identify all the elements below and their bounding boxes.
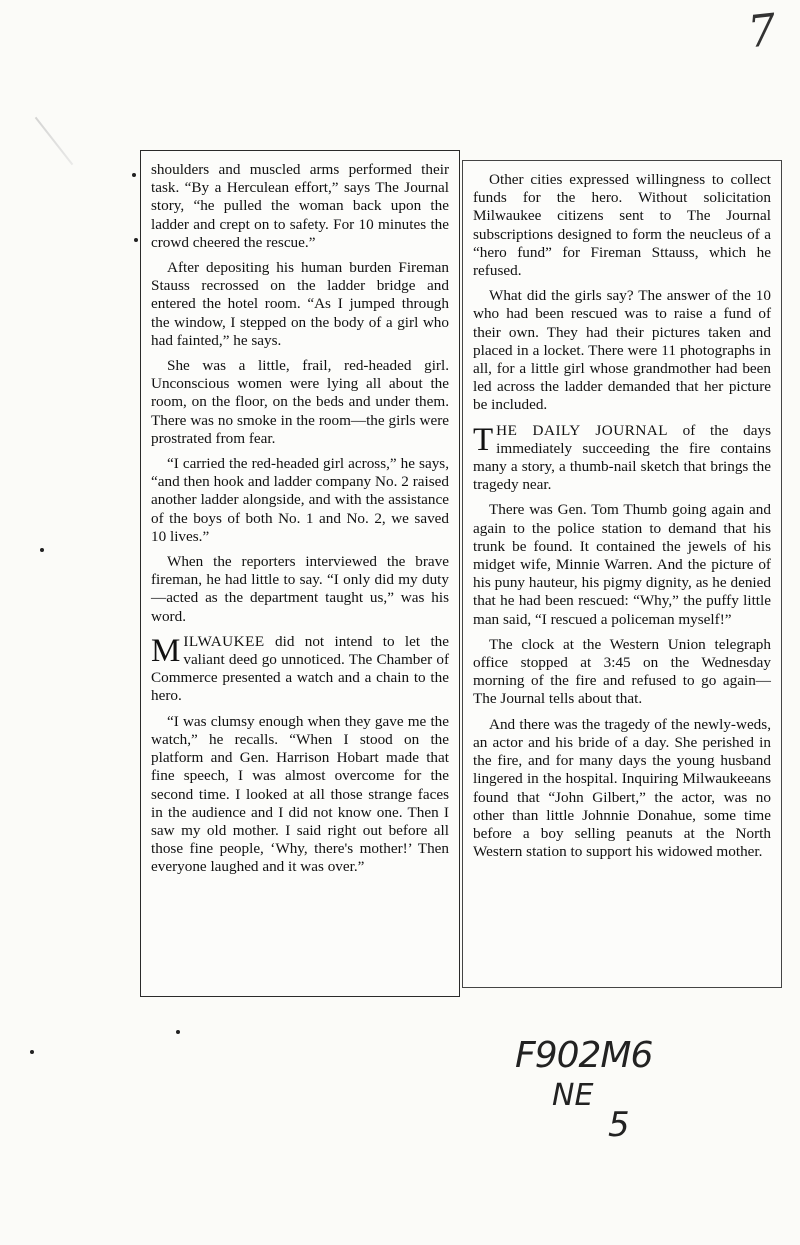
clipping-left-column: [140, 150, 460, 997]
margin-mark: [134, 238, 138, 242]
clipping-right-column: [462, 160, 782, 988]
handwritten-number: 5: [608, 1105, 630, 1145]
paragraph: shoulders and muscled arms performed their task. “By a Herculean effort,” says The Journal story, “he pulled the woman back upon the ladder and crept on to safety. For 10 minutes the crowd cheered the rescue.”: [151, 161, 449, 251]
paragraph-text: of the days immediately succeeding the fire contains many a story, a thumb-nail sketch that brings the tragedy near.: [473, 421, 772, 494]
paragraph: “I carried the red-headed girl across,” he says, “and then hook and ladder company No. 2 raised another ladder alongside, and with the assistance of the boys of both No. 1 and No. 2, we saved 10 lives.”: [151, 455, 449, 545]
handwritten-catalog-code: F902M6: [515, 1035, 653, 1076]
margin-mark: [40, 548, 44, 552]
paper-scratch: [35, 117, 74, 166]
section-lead-paragraph: [151, 633, 449, 706]
handwritten-ne-note: NE: [552, 1078, 594, 1113]
section-lead-paragraph: [473, 422, 771, 495]
drop-cap: T: [473, 421, 494, 458]
paragraph: Other cities expressed willingness to collect funds for the hero. Without solicitation Milwaukee citizens sent to The Journal subscriptions designed to form the neucleus of a “hero fund” for Fireman Sttauss, which he refused.: [473, 171, 771, 280]
paragraph: The clock at the Western Union telegraph office stopped at 3:45 on the Wednesday morning of the fire and refused to go again—The Journal tells about that.: [473, 635, 771, 708]
paragraph: And there was the tragedy of the newly-weds, an actor and his bride of a day. She perished in the fire, and for many days the young husband lingered in the hospital. Inquiring Milwaukeeans found that “John Gilbert,” the actor, was no other than little Johnnie Donahue, some time before a boy selling peanuts at the North Western station to support his widowed mother.: [473, 715, 771, 861]
paragraph: What did the girls say? The answer of the 10 who had been rescued was to raise a fund of their own. They had their pictures taken and placed in a locket. There were 11 photographs in all, for a little girl whose grandmother had been led across the ladder demanded that her picture be included.: [473, 287, 771, 414]
paragraph: “I was clumsy enough when they gave me the watch,” he recalls. “When I stood on the platform and Gen. Harrison Hobart made that fine speech, I was almost overcome for the second time. I looked at all those strange faces in the audience and I did not know one. Then I saw my old mother. I said right out before all those fine people, ‘Why, there's mother!’ Then everyone laughed and it was over.”: [151, 712, 449, 876]
page-number: 7: [745, 4, 779, 59]
margin-mark: [132, 173, 136, 177]
paragraph: When the reporters interviewed the brave fireman, he had little to say. “I only did my duty—acted as the department taught us,” was his word.: [151, 553, 449, 625]
margin-mark: [176, 1030, 180, 1034]
margin-mark: [30, 1050, 34, 1054]
paragraph: After depositing his human burden Fireman Stauss recrossed on the ladder bridge and entered the hotel room. “As I jumped through the window, I stepped on the body of a girl who had fainted,” he says.: [151, 259, 449, 349]
paragraph: She was a little, frail, red-headed girl. Unconscious women were lying all about the room, on the floor, on the beds and under them. There was no smoke in the room—the girls were prostrated from fear.: [151, 357, 449, 447]
paragraph: There was Gen. Tom Thumb going again and again to the police station to demand that his trunk be found. It contained the jewels of his midget wife, Minnie Warren. And the picture of his puny hauteur, his pigmy dignity, as he denied that he had been rescued: “Why,” the puffy little man said, “I rescued a policeman myself!”: [473, 501, 771, 628]
lead-caps: ILWAUKEE: [183, 632, 265, 650]
lead-caps: HE DAILY JOURNAL: [496, 421, 669, 439]
drop-cap: M: [151, 632, 181, 669]
paragraph-text: did not intend to let the valiant deed go unnoticed. The Chamber of Commerce presented a watch and a chain to the hero.: [151, 632, 449, 705]
